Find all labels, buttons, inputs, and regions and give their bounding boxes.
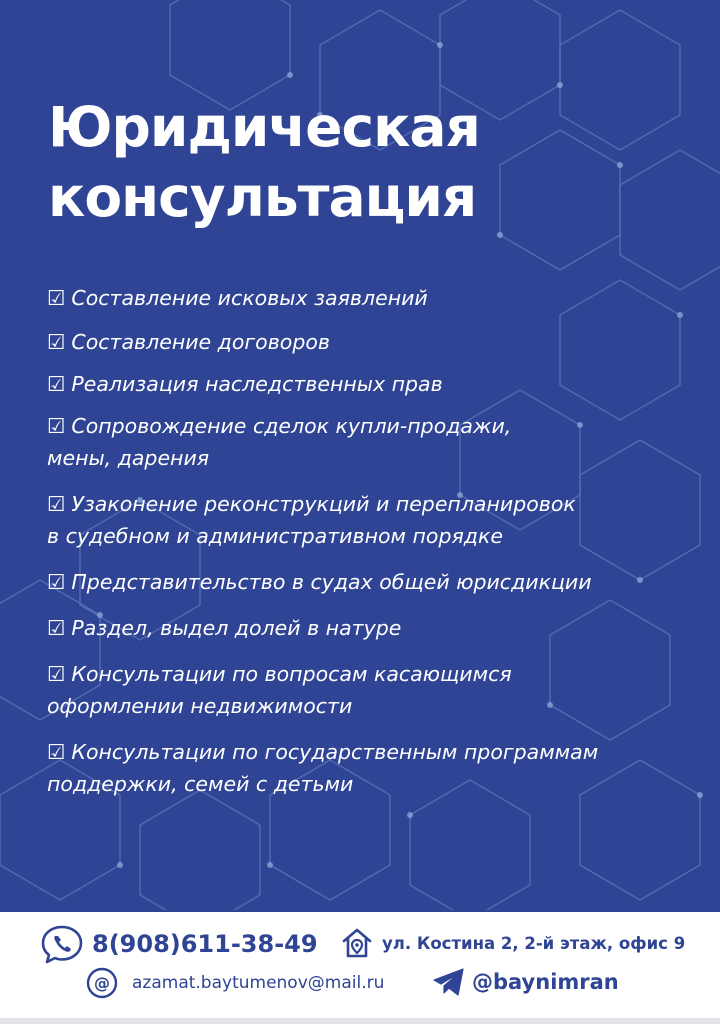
checkbox-icon: ☑ (47, 570, 66, 594)
address-text: ул. Костина 2, 2-й этаж, офис 9 (382, 933, 686, 953)
checkbox-icon: ☑ (47, 330, 66, 354)
phone-number: 8(908)611-38-49 (92, 930, 318, 958)
service-text: Консультации по вопросам касающимся (71, 662, 512, 686)
service-item (47, 282, 707, 314)
service-line (47, 488, 707, 520)
service-line (47, 736, 707, 768)
service-item (47, 368, 707, 400)
footer-bottom-strip (0, 1018, 720, 1024)
service-item (47, 612, 707, 644)
email-address: azamat.baytumenov@mail.ru (132, 973, 385, 993)
page-title (48, 92, 480, 232)
checkbox-icon: ☑ (47, 492, 66, 516)
service-line (47, 612, 707, 644)
checkbox-icon: ☑ (47, 414, 66, 438)
service-line (47, 690, 707, 722)
telegram-handle: @baynimran (472, 970, 619, 994)
checkbox-icon: ☑ (47, 286, 66, 310)
service-text: Раздел, выдел долей в натуре (71, 616, 402, 640)
checkbox-icon: ☑ (47, 662, 66, 686)
service-item (47, 736, 707, 800)
service-line (47, 566, 707, 598)
service-text: Составление договоров (71, 330, 330, 354)
telegram-contact[interactable] (432, 967, 619, 997)
service-line (47, 442, 707, 474)
phone-contact[interactable] (40, 924, 318, 964)
service-item (47, 658, 707, 722)
email-contact[interactable] (86, 967, 384, 999)
title-line-2: консультация (48, 165, 477, 229)
service-item (47, 410, 707, 474)
service-text: в судебном и административном порядке (47, 524, 503, 548)
service-item (47, 566, 707, 598)
services-list (47, 282, 707, 800)
service-text: Составление исковых заявлений (71, 286, 428, 310)
telegram-icon (432, 967, 466, 997)
service-line (47, 368, 707, 400)
service-text: поддержки, семей с детьми (47, 772, 354, 796)
service-text: мены, дарения (47, 446, 210, 470)
service-text: оформлении недвижимости (47, 694, 353, 718)
service-item (47, 488, 707, 552)
service-line (47, 768, 707, 800)
service-line (47, 658, 707, 690)
title-line-1: Юридическая (48, 95, 480, 159)
service-text: Реализация наследственных прав (71, 372, 443, 396)
service-text: Консультации по государственным программам (71, 740, 599, 764)
phone-icon (40, 924, 84, 964)
service-line (47, 326, 707, 358)
service-line (47, 282, 707, 314)
address-contact (340, 926, 685, 960)
at-sign-icon (86, 967, 118, 999)
home-location-icon (340, 926, 374, 960)
service-text: Представительство в судах общей юрисдикции (71, 570, 592, 594)
service-text: Сопровождение сделок купли-продажи, (71, 414, 512, 438)
service-line (47, 520, 707, 552)
checkbox-icon: ☑ (47, 740, 66, 764)
service-line (47, 410, 707, 442)
svg-text:@: @ (94, 973, 110, 993)
checkbox-icon: ☑ (47, 616, 66, 640)
checkbox-icon: ☑ (47, 372, 66, 396)
service-text: Узаконение реконструкций и перепланировок (71, 492, 576, 516)
service-item (47, 326, 707, 358)
